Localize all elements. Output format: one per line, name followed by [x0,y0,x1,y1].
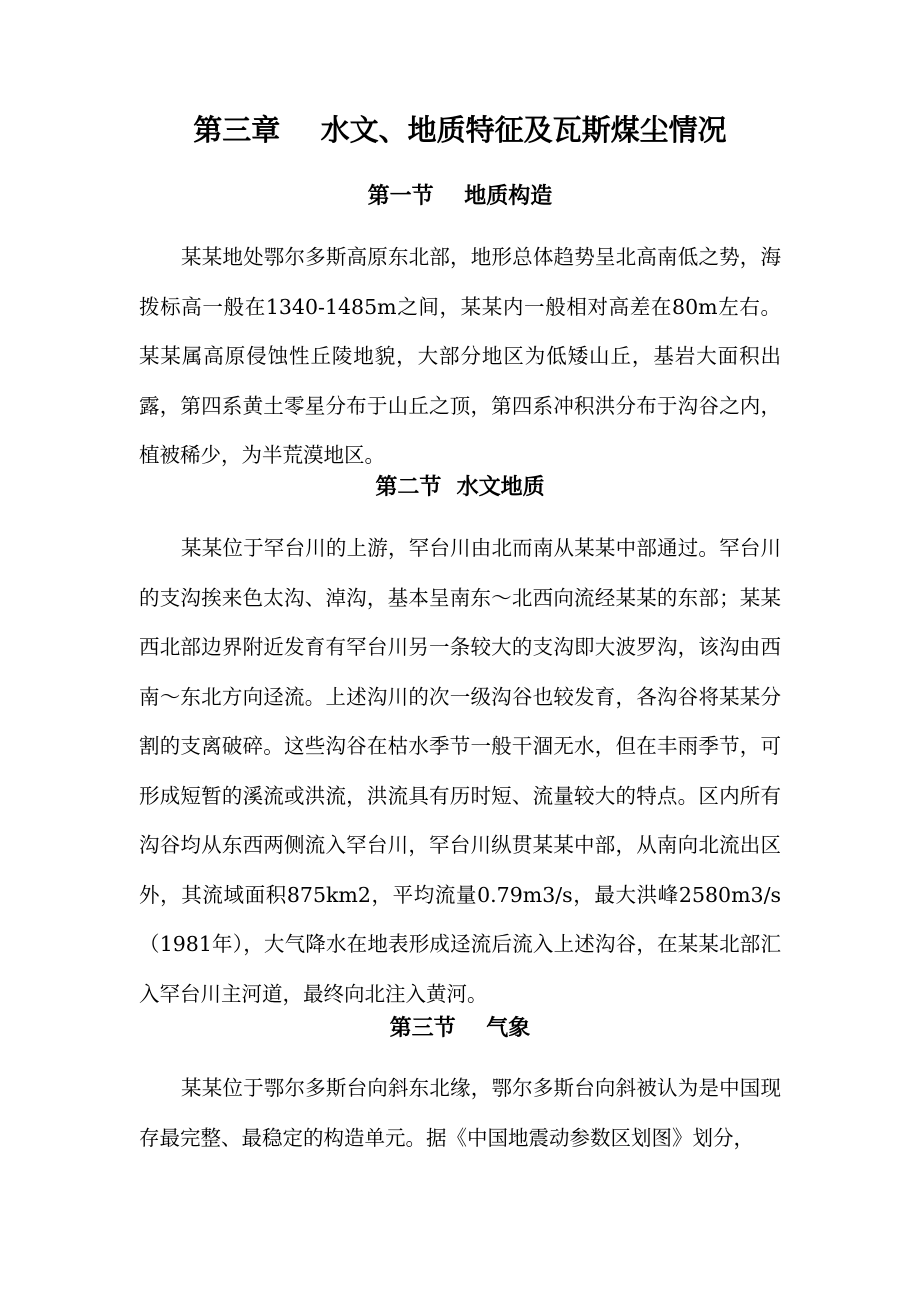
section-paragraph-climate: 某某位于鄂尔多斯台向斜东北缘，鄂尔多斯台向斜被认为是中国现存最完整、最稳定的构造单元。据《中国地震动参数区划图》划分， [139,1076,781,1150]
section-title-climate: 第三节 气象 [389,1015,531,1041]
chapter-title: 第三章 水文、地质特征及瓦斯煤尘情况 [193,113,727,147]
section-title-hydrology: 第二节 水文地质 [375,474,545,500]
section-paragraph-hydrology: 某某位于罕台川的上游，罕台川由北而南从某某中部通过。罕台川的支沟挨来色太沟、淖沟，基本呈南东～北西向流经某某的东部；某某西北部边界附近发育有罕台川另一条较大的支沟即大波罗沟，该沟由西南～东北方向迳流。上述沟川的次一级沟谷也较发育，各沟谷将某某分割的支离破碎。这些沟谷在枯水季节一般干涸无水，但在丰雨季节，可形成短暂的溪流或洪流，洪流具有历时短、流量较大的特点。区内所有沟谷均从东西两侧流入罕台川，罕台川纵贯某某中部，从南向北流出区外，其流域面积875km2，平均流量0.79m3/s，最大洪峰2580m3/s（1981年），大气降水在地表形成迳流后流入上述沟谷，在某某北部汇入罕台川主河道，最终向北注入黄河。 [139,536,781,1006]
section-title-geology: 第一节 地质构造 [367,183,553,209]
section-paragraph-geology: 某某地处鄂尔多斯高原东北部，地形总体趋势呈北高南低之势，海拨标高一般在1340-1485m之间，某某内一般相对高差在80m左右。某某属高原侵蚀性丘陵地貌，大部分地区为低矮山丘，基岩大面积出露，第四系黄土零星分布于山丘之顶，第四系冲积洪分布于沟谷之内，植被稀少，为半荒漠地区。 [139,245,781,467]
